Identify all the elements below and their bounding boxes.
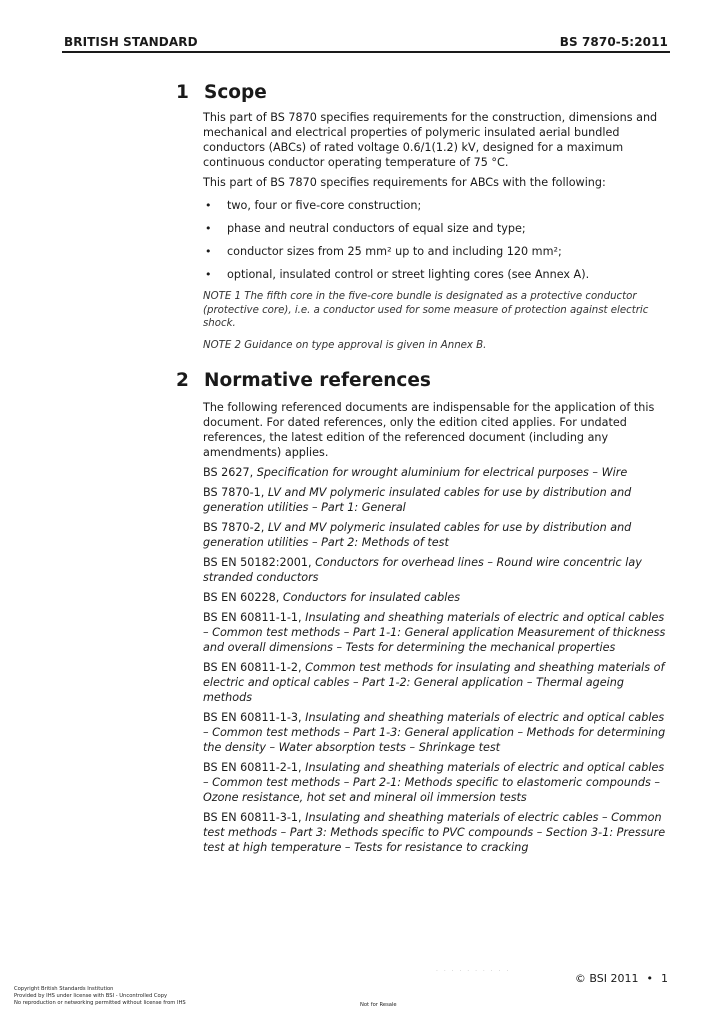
header-standard-label: BRITISH STANDARD xyxy=(64,35,198,49)
scope-note-2: NOTE 2 Guidance on type approval is given in Annex B. xyxy=(203,339,487,351)
scope-body xyxy=(203,110,673,360)
license-line: Provided by IHS under license with BSI - Uncontrolled Copy xyxy=(14,992,168,999)
reference-code: BS EN 60811-1-2, xyxy=(203,661,302,674)
header-document-number: BS 7870-5:2011 xyxy=(559,35,668,49)
reference-item xyxy=(203,590,673,605)
reference-item xyxy=(203,760,673,805)
section-2-heading xyxy=(176,370,431,391)
reference-code: BS EN 60811-1-3, xyxy=(203,711,302,724)
reference-code: BS EN 50182:2001, xyxy=(203,556,312,569)
section-2-number: 2 xyxy=(176,370,189,391)
reference-code: BS EN 60811-2-1, xyxy=(203,761,302,774)
list-item: • conductor sizes from 25 mm² up to and including 120 mm²; xyxy=(205,245,562,258)
section-1-number: 1 xyxy=(176,82,189,103)
section-2-title: Normative references xyxy=(204,370,431,391)
header-rule xyxy=(62,51,670,53)
reference-title: Insulating and sheathing materials of electric and optical cables – Common test methods – Part 2-1: Methods specific to elastomeric compounds – Ozone resistance, hot set and mineral oil immersion tests xyxy=(203,761,665,804)
reference-title: Insulating and sheathing materials of electric cables – Common test methods – Part 3: Methods specific to PVC compounds – Section 3-1: Pressure test at high temperature – Tests for resistance to cracking xyxy=(203,811,666,854)
reference-title: LV and MV polymeric insulated cables for use by distribution and generation utilities – Part 2: Methods of test xyxy=(203,521,632,549)
reference-title: Conductors for overhead lines – Round wire concentric lay stranded conductors xyxy=(203,556,642,584)
bullet-icon: • xyxy=(205,268,212,281)
reference-title: Insulating and sheathing materials of electric and optical cables – Common test methods – Part 1-1: General application Measurement of thickness and overall dimensions – Tests for determining the mechanical properties xyxy=(203,611,666,654)
reference-code: BS 7870-1, xyxy=(203,486,265,499)
reference-item xyxy=(203,520,673,550)
scope-bullet-list xyxy=(203,198,673,282)
reference-item xyxy=(203,810,673,855)
reference-code: BS EN 60811-3-1, xyxy=(203,811,302,824)
scope-note-1: NOTE 1 The fifth core in the five-core bundle is designated as a protective conductor (protective core), i.e. a conductor used for some measure of protection against electric shock. xyxy=(203,291,649,329)
license-line: No reproduction or networking permitted without license from IHS xyxy=(14,999,186,1006)
footer-page-number: 1 xyxy=(661,972,668,985)
normative-intro: The following referenced documents are indispensable for the application of this document. For dated references, only the edition cited applies. For undated references, the latest edition of the referenced document (including any amendments) applies. xyxy=(203,401,655,459)
normative-references-body xyxy=(203,400,673,860)
reference-title: Insulating and sheathing materials of electric and optical cables – Common test methods – Part 1-3: General application – Methods for determining the density – Water absorption tests – Shrinkage test xyxy=(203,711,666,754)
bullet-icon: • xyxy=(205,199,212,212)
page-header xyxy=(62,31,670,53)
reference-title: Conductors for insulated cables xyxy=(282,591,461,604)
scan-artifact: · · · · · · · · · · xyxy=(436,968,511,975)
scope-paragraph-1: This part of BS 7870 specifies requirements for the construction, dimensions and mechanical and electrical properties of polymeric insulated aerial bundled conductors (ABCs) of rated voltage 0.6/1(1.2) kV, designed for a maximum continuous conductor operating temperature of 75 °C. xyxy=(203,111,658,169)
section-1-heading xyxy=(176,82,267,103)
bullet-icon: • xyxy=(205,245,212,258)
reference-item xyxy=(203,710,673,755)
license-notice xyxy=(14,986,186,1006)
reference-item xyxy=(203,610,673,655)
scope-paragraph-2: This part of BS 7870 specifies requirements for ABCs with the following: xyxy=(203,176,606,189)
reference-code: BS 2627, xyxy=(203,466,254,479)
reference-item xyxy=(203,465,673,480)
footer-copyright: © BSI 2011 xyxy=(574,972,639,985)
reference-list xyxy=(203,465,673,855)
list-item: • two, four or five-core construction; xyxy=(205,199,422,212)
bullet-icon: • xyxy=(205,222,212,235)
resale-notice: Not for Resale xyxy=(360,1002,397,1008)
reference-title: Specification for wrought aluminium for electrical purposes – Wire xyxy=(256,466,628,479)
reference-item xyxy=(203,660,673,705)
list-item: • phase and neutral conductors of equal size and type; xyxy=(205,222,526,235)
reference-item xyxy=(203,485,673,515)
page-footer xyxy=(575,972,668,985)
reference-code: BS EN 60811-1-1, xyxy=(203,611,302,624)
section-1-title: Scope xyxy=(204,82,267,103)
list-item: • optional, insulated control or street lighting cores (see Annex A). xyxy=(205,268,590,281)
reference-code: BS 7870-2, xyxy=(203,521,265,534)
reference-code: BS EN 60228, xyxy=(203,591,280,604)
footer-bullet-icon: • xyxy=(646,972,653,985)
reference-title: Common test methods for insulating and sheathing materials of electric and optical cables – Part 1-2: General application – Thermal ageing methods xyxy=(203,661,665,704)
reference-item xyxy=(203,555,673,585)
license-line: Copyright British Standards Institution xyxy=(14,986,114,992)
reference-title: LV and MV polymeric insulated cables for use by distribution and generation utilities – Part 1: General xyxy=(203,486,632,514)
